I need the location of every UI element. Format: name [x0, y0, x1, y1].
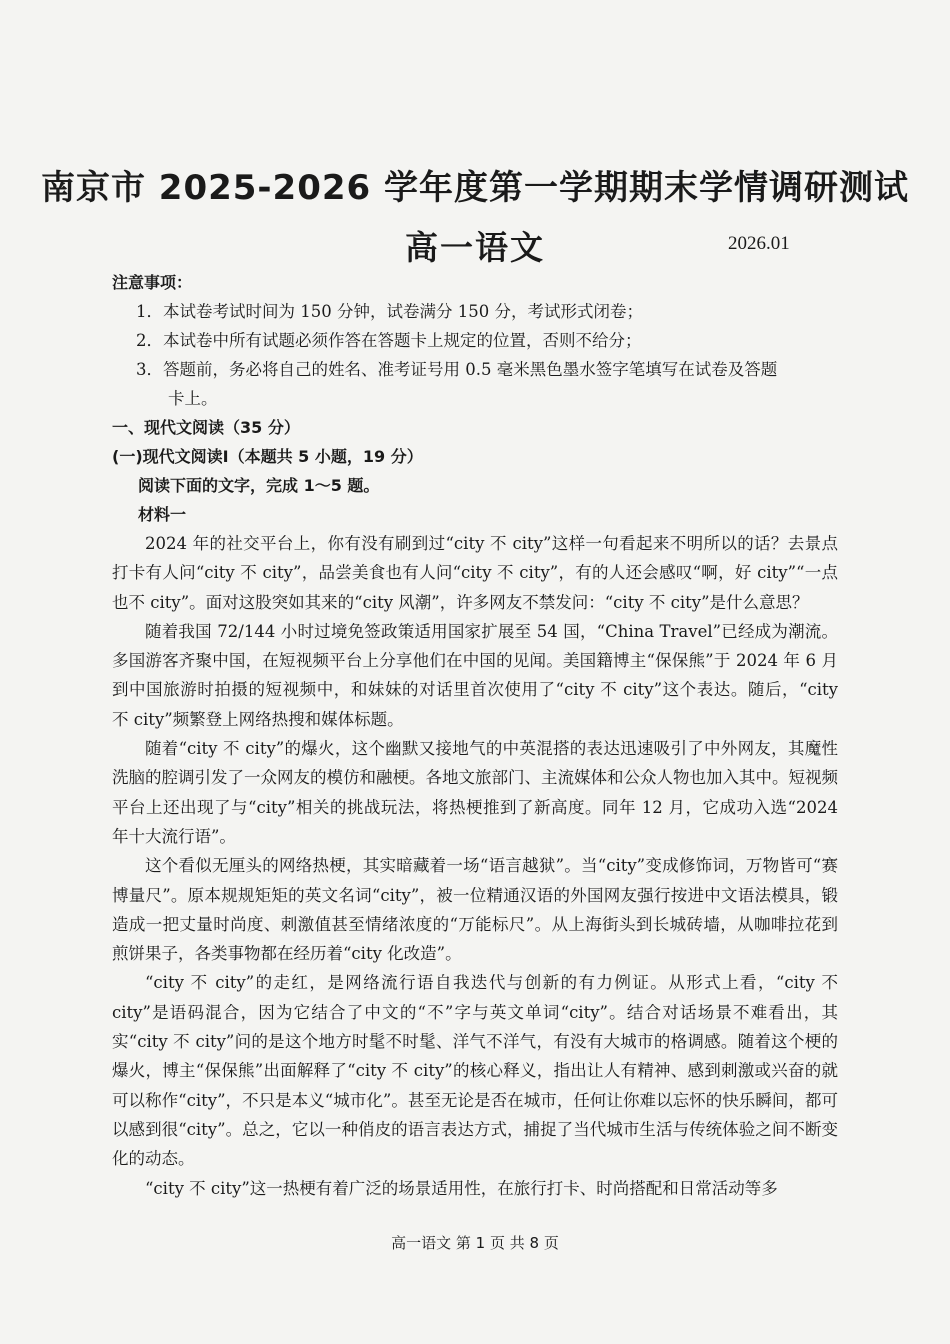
notice-item-2: 2．本试卷中所有试题必须作答在答题卡上规定的位置，否则不给分；	[136, 331, 642, 350]
paragraph-1: 2024 年的社交平台上，你有没有刷到过“city 不 city”这样一句看起来不明所以的话？去景点打卡有人问“city 不 city”，品尝美食也有人问“city 不 city”，有的人还会感叹“啊，好 city”“一点也不 city”。面对这股突如其来的“city 风潮”，许多网友不禁发问：“city 不 city”是什么意思？	[112, 534, 838, 612]
paragraph-2: 随着我国 72/144 小时过境免签政策适用国家扩展至 54 国，“China Travel”已经成为潮流。多国游客齐聚中国，在短视频平台上分享他们在中国的见闻。美国籍博主“保保熊”于 2024 年 6 月到中国旅游时拍摄的短视频中，和妹妹的对话里首次使用了“city 不 city”这个表达。随后，“city 不 city”频繁登上网络热搜和媒体标题。	[112, 621, 838, 729]
paragraph-6: “city 不 city”这一热梗有着广泛的场景适用性，在旅行打卡、时尚搭配和日常活动等多	[145, 1178, 778, 1198]
reading-instruction: 阅读下面的文字，完成 1～5 题。	[138, 476, 380, 495]
exam-title: 南京市 2025-2026 学年度第一学期期末学情调研测试	[40, 168, 910, 208]
exam-date: 2026.01	[728, 233, 790, 254]
notice-heading: 注意事项：	[112, 273, 193, 292]
material-label: 材料一	[138, 505, 187, 524]
notice-item-1: 1．本试卷考试时间为 150 分钟，试卷满分 150 分，考试形式闭卷；	[136, 302, 643, 321]
exam-content	[112, 268, 838, 1203]
section-heading: 一、现代文阅读（35 分）	[112, 418, 300, 437]
notice-item-3-continued: 卡上。	[168, 389, 218, 408]
notice-item-3: 3．答题前，务必将自己的姓名、准考证号用 0.5 毫米黑色墨水签字笔填写在试卷及答题	[136, 360, 778, 379]
page-footer: 高一语文 第 1 页 共 8 页	[391, 1234, 559, 1252]
paragraph-4: 这个看似无厘头的网络热梗，其实暗藏着一场“语言越狱”。当“city”变成修饰词，万物皆可“赛博量尺”。原本规规矩矩的英文名词“city”，被一位精通汉语的外国网友强行按进中文语法模具，锻造成一把丈量时尚度、刺激值甚至情绪浓度的“万能标尺”。从上海街头到长城砖墙，从咖啡拉花到煎饼果子，各类事物都在经历着“city 化改造”。	[112, 856, 838, 964]
paragraph-5: “city 不 city”的走红，是网络流行语自我迭代与创新的有力例证。从形式上看，“city 不 city”是语码混合，因为它结合了中文的“不”字与英文单词“city”。结合对话场景不难看出，其实“city 不 city”问的是这个地方时髦不时髦、洋气不洋气，有没有大城市的格调感。随着这个梗的爆火，博主“保保熊”出面解释了“city 不 city”的核心释义，指出让人有精神、感到刺激或兴奋的就可以称作“city”，不只是本义“城市化”。甚至无论是否在城市，任何让你难以忘怀的快乐瞬间，都可以感到很“city”。总之，它以一种俏皮的语言表达方式，捕捉了当代城市生活与传统体验之间不断变化的动态。	[112, 973, 838, 1169]
subsection-heading: (一)现代文阅读Ⅰ（本题共 5 小题，19 分）	[112, 447, 423, 466]
paragraph-3: 随着“city 不 city”的爆火，这个幽默又接地气的中英混搭的表达迅速吸引了中外网友，其魔性洗脑的腔调引发了一众网友的模仿和融梗。各地文旅部门、主流媒体和公众人物也加入其中。短视频平台上还出现了与“city”相关的挑战玩法，将热梗推到了新高度。同年 12 月，它成功入选“2024 年十大流行语”。	[112, 739, 838, 846]
subject-title: 高一语文	[405, 228, 545, 267]
